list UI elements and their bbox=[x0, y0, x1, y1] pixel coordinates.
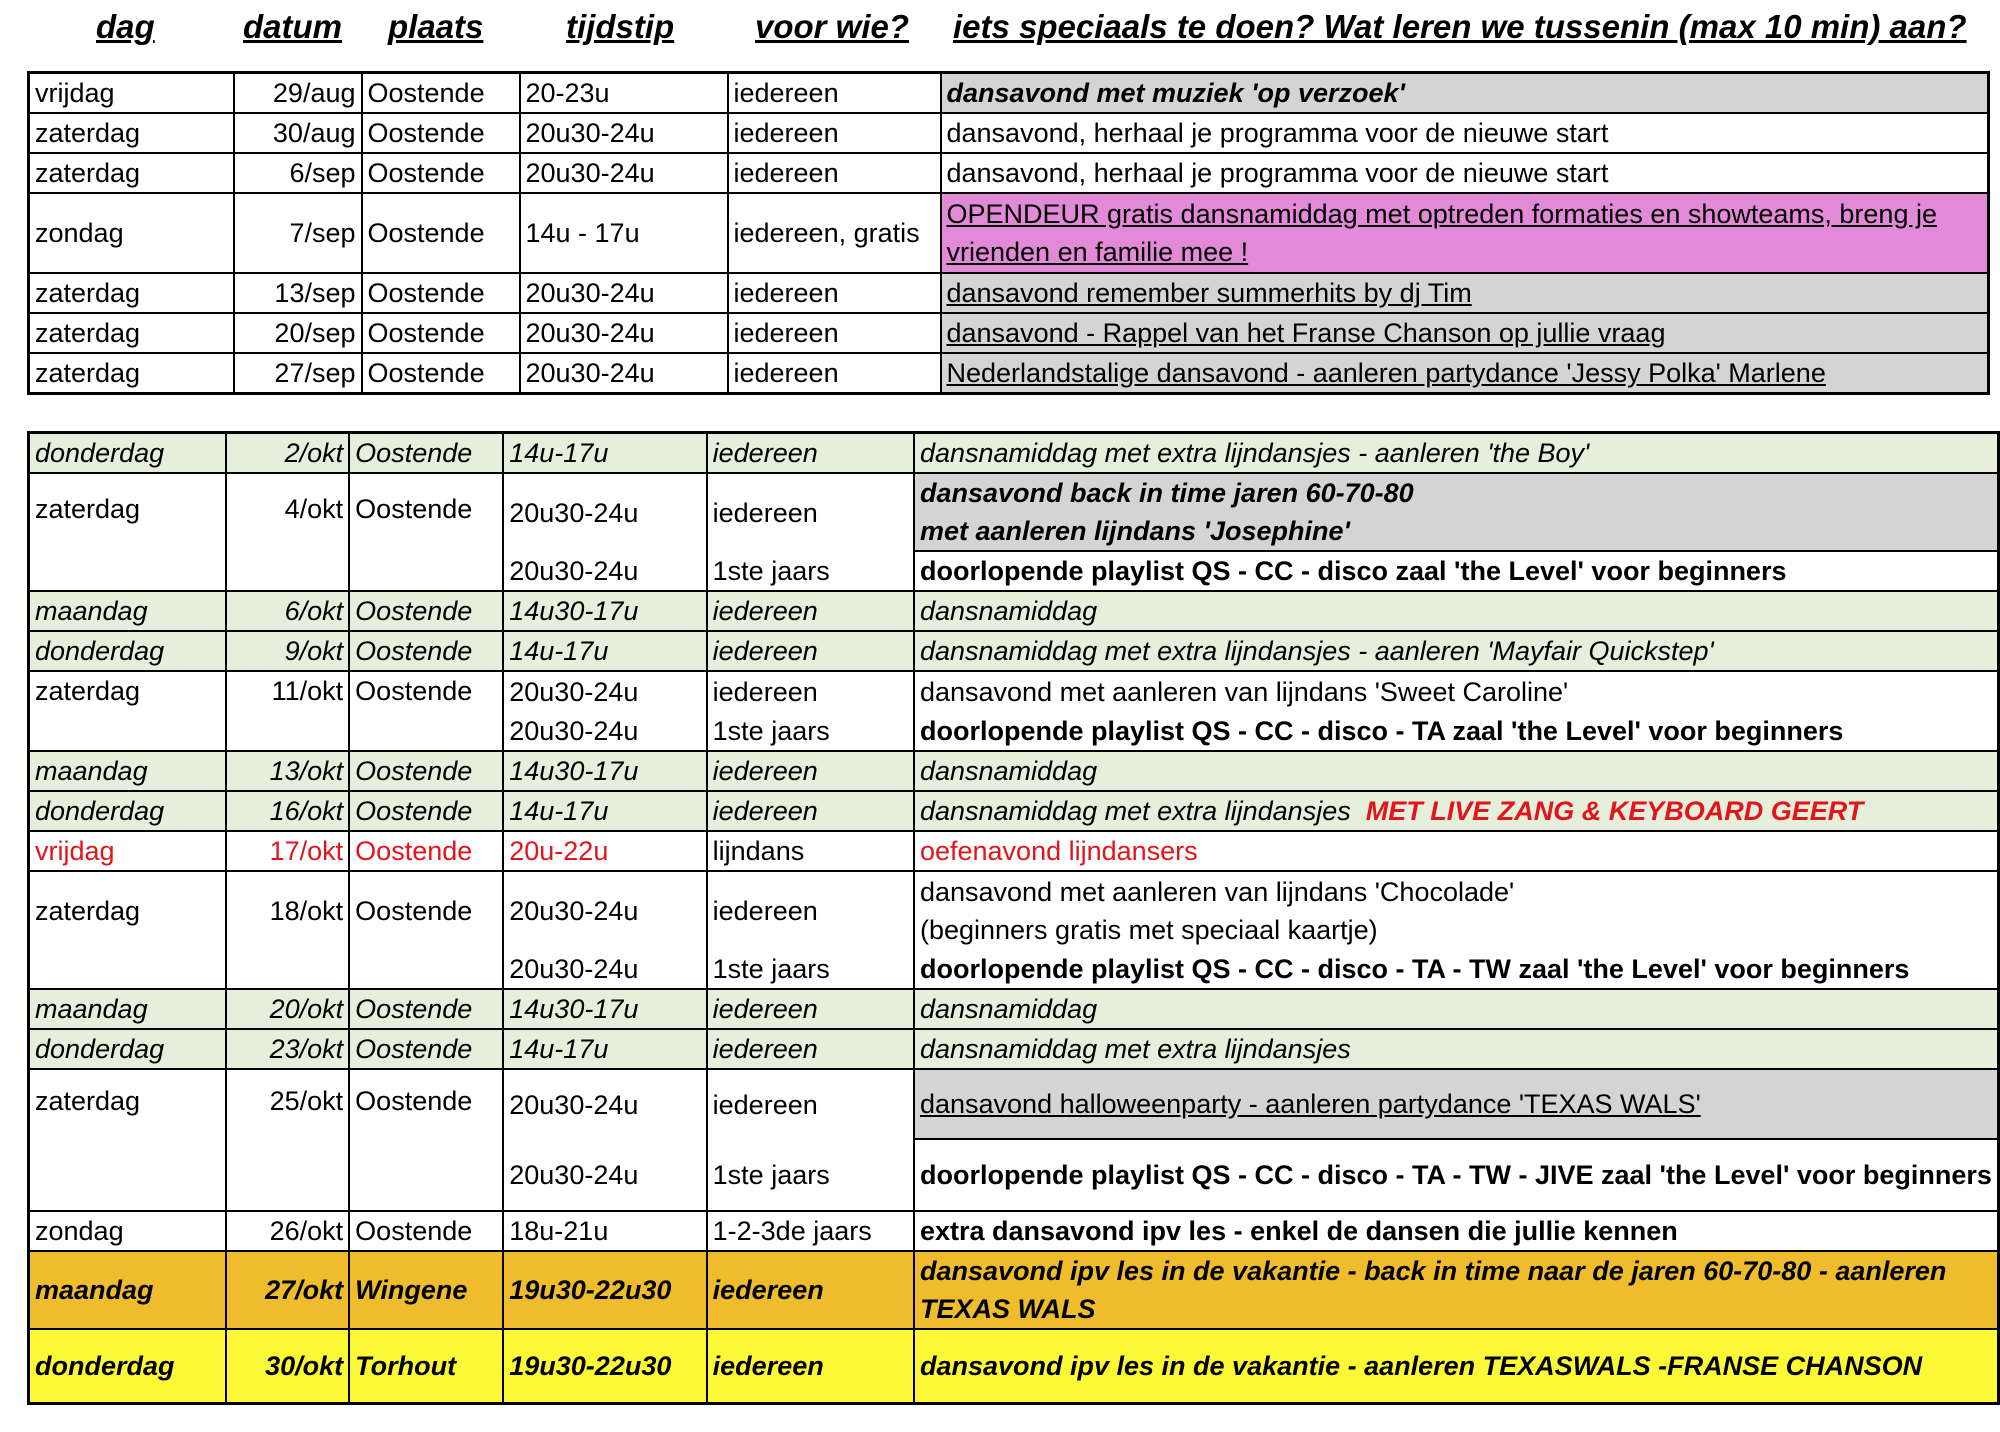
cell-dag: maandag bbox=[29, 989, 227, 1029]
cell-desc: dansnamiddag met extra lijndansjes bbox=[914, 1029, 1999, 1069]
cell-wie: iedereen bbox=[707, 1251, 914, 1329]
cell-wie: iedereen bbox=[707, 473, 914, 551]
cell-desc: oefenavond lijndansers bbox=[914, 831, 1999, 871]
cell-plaats: Oostende bbox=[362, 313, 520, 353]
cell-desc: dansavond met muziek 'op verzoek' bbox=[941, 73, 1989, 114]
cell-datum: 30/aug bbox=[234, 113, 362, 153]
cell-tijd: 14u-17u bbox=[503, 433, 706, 474]
desc-line: dansavond back in time jaren 60-70-80 bbox=[919, 478, 1414, 508]
cell-plaats: Oostende bbox=[349, 831, 503, 871]
cell-datum: 6/sep bbox=[234, 153, 362, 193]
cell-dag: maandag bbox=[29, 751, 227, 791]
cell-tijd: 20u30-24u bbox=[520, 273, 728, 313]
cell-dag: donderdag bbox=[29, 1329, 227, 1403]
table-row bbox=[29, 1069, 1999, 1139]
cell-wie: iedereen bbox=[707, 591, 914, 631]
table-row bbox=[29, 1211, 1999, 1251]
cell-tijd: 14u-17u bbox=[503, 791, 706, 831]
cell-wie: lijndans bbox=[707, 831, 914, 871]
cell-tijd: 20u30-24u bbox=[503, 473, 706, 551]
cell-wie: iedereen bbox=[728, 73, 941, 114]
cell-tijd: 20u30-24u bbox=[520, 313, 728, 353]
table-row bbox=[29, 73, 1989, 114]
cell-tijd: 14u-17u bbox=[503, 631, 706, 671]
desc-line: (beginners gratis met speciaal kaartje) bbox=[919, 914, 1378, 945]
cell-wie: 1ste jaars bbox=[707, 551, 914, 591]
cell-tijd: 14u-17u bbox=[503, 1029, 706, 1069]
cell-wie: iedereen bbox=[728, 153, 941, 193]
cell-datum: 25/okt bbox=[226, 1069, 349, 1211]
cell-desc bbox=[914, 871, 1999, 949]
header-iets-speciaals: iets speciaals te doen? Wat leren we tussenin (max 10 min) aan? bbox=[953, 8, 1967, 45]
cell-datum: 17/okt bbox=[226, 831, 349, 871]
cell-plaats: Oostende bbox=[362, 273, 520, 313]
schedule-table-okt bbox=[27, 431, 2000, 1405]
cell-plaats: Oostende bbox=[349, 1211, 503, 1251]
cell-tijd: 20u-22u bbox=[503, 831, 706, 871]
cell-datum: 20/sep bbox=[234, 313, 362, 353]
table-row bbox=[29, 353, 1989, 394]
cell-datum: 30/okt bbox=[226, 1329, 349, 1403]
cell-dag: donderdag bbox=[29, 433, 227, 474]
desc-line: OPENDEUR gratis dansnamiddag met optreden formaties en showteams, breng je bbox=[946, 199, 1937, 229]
desc-line: met aanleren lijndans 'Josephine' bbox=[919, 516, 1350, 546]
desc-line: dansavond met aanleren van lijndans 'Chocolade' bbox=[919, 876, 1515, 907]
cell-wie: 1ste jaars bbox=[707, 711, 914, 751]
cell-wie: iedereen bbox=[728, 353, 941, 394]
cell-desc: dansavond, herhaal je programma voor de nieuwe start bbox=[941, 153, 1989, 193]
cell-datum: 26/okt bbox=[226, 1211, 349, 1251]
cell-plaats: Oostende bbox=[349, 671, 503, 751]
cell-tijd: 14u - 17u bbox=[520, 193, 728, 273]
cell-plaats: Oostende bbox=[349, 433, 503, 474]
cell-tijd: 20u30-24u bbox=[520, 353, 728, 394]
table-row bbox=[29, 631, 1999, 671]
cell-desc[interactable]: Nederlandstalige dansavond - aanleren partydance 'Jessy Polka' Marlene bbox=[941, 353, 1989, 394]
cell-tijd: 20u30-24u bbox=[503, 711, 706, 751]
cell-desc bbox=[914, 1251, 1999, 1329]
cell-wie: iedereen bbox=[707, 989, 914, 1029]
cell-plaats: Oostende bbox=[362, 353, 520, 394]
cell-desc: extra dansavond ipv les - enkel de dansen die jullie kennen bbox=[914, 1211, 1999, 1251]
cell-dag: zaterdag bbox=[29, 113, 234, 153]
cell-plaats: Oostende bbox=[349, 1069, 503, 1211]
cell-datum: 4/okt bbox=[226, 473, 349, 591]
cell-tijd: 20u30-24u bbox=[503, 949, 706, 989]
cell-datum: 29/aug bbox=[234, 73, 362, 114]
cell-datum: 27/okt bbox=[226, 1251, 349, 1329]
header-plaats: plaats bbox=[388, 8, 484, 45]
cell-tijd: 19u30-22u30 bbox=[503, 1329, 706, 1403]
cell-datum: 16/okt bbox=[226, 791, 349, 831]
header-dag: dag bbox=[96, 8, 155, 45]
cell-plaats: Oostende bbox=[349, 871, 503, 989]
cell-datum: 18/okt bbox=[226, 871, 349, 989]
table-row bbox=[29, 751, 1999, 791]
cell-desc: doorlopende playlist QS - CC - disco - TA - TW zaal 'the Level' voor beginners bbox=[914, 949, 1999, 989]
cell-wie: iedereen bbox=[707, 1069, 914, 1139]
cell-plaats: Oostende bbox=[362, 153, 520, 193]
table-row bbox=[29, 791, 1999, 831]
cell-plaats: Oostende bbox=[349, 631, 503, 671]
cell-datum: 20/okt bbox=[226, 989, 349, 1029]
cell-datum: 27/sep bbox=[234, 353, 362, 394]
cell-desc: dansavond ipv les in de vakantie - aanleren TEXASWALS -FRANSE CHANSON bbox=[914, 1329, 1999, 1403]
cell-datum: 9/okt bbox=[226, 631, 349, 671]
cell-dag: zaterdag bbox=[29, 671, 227, 751]
table-row bbox=[29, 1251, 1999, 1329]
cell-datum: 23/okt bbox=[226, 1029, 349, 1069]
cell-plaats: Oostende bbox=[362, 113, 520, 153]
cell-wie: 1ste jaars bbox=[707, 949, 914, 989]
cell-dag: zaterdag bbox=[29, 273, 234, 313]
cell-desc[interactable]: dansavond - Rappel van het Franse Chanson op jullie vraag bbox=[941, 313, 1989, 353]
cell-datum: 13/sep bbox=[234, 273, 362, 313]
cell-desc bbox=[914, 791, 1999, 831]
cell-tijd: 20u30-24u bbox=[503, 871, 706, 949]
desc-line: dansavond ipv les in de vakantie - back in time naar de jaren 60-70-80 - aanleren bbox=[919, 1256, 1947, 1286]
cell-tijd: 20u30-24u bbox=[503, 1069, 706, 1139]
cell-dag: zaterdag bbox=[29, 313, 234, 353]
cell-datum: 7/sep bbox=[234, 193, 362, 273]
cell-desc: dansnamiddag bbox=[914, 989, 1999, 1029]
cell-datum: 13/okt bbox=[226, 751, 349, 791]
cell-tijd: 20u30-24u bbox=[503, 671, 706, 711]
cell-plaats: Oostende bbox=[349, 1029, 503, 1069]
cell-desc: dansavond, herhaal je programma voor de nieuwe start bbox=[941, 113, 1989, 153]
cell-dag: donderdag bbox=[29, 791, 227, 831]
cell-wie: 1ste jaars bbox=[707, 1139, 914, 1211]
desc-text: dansnamiddag met extra lijndansjes bbox=[919, 796, 1351, 826]
cell-tijd: 18u-21u bbox=[503, 1211, 706, 1251]
cell-datum: 2/okt bbox=[226, 433, 349, 474]
table-row bbox=[29, 871, 1999, 949]
column-header-row bbox=[0, 0, 2000, 60]
cell-desc: dansnamiddag met extra lijndansjes - aanleren 'the Boy' bbox=[914, 433, 1999, 474]
desc-line: TEXAS WALS bbox=[919, 1294, 1096, 1324]
cell-tijd: 14u30-17u bbox=[503, 591, 706, 631]
cell-desc: doorlopende playlist QS - CC - disco - TA - TW - JIVE zaal 'the Level' voor beginners bbox=[914, 1139, 1999, 1211]
table-row bbox=[29, 1029, 1999, 1069]
cell-tijd: 20u30-24u bbox=[503, 551, 706, 591]
cell-dag: maandag bbox=[29, 1251, 227, 1329]
cell-desc[interactable]: dansavond halloweenparty - aanleren partydance 'TEXAS WALS' bbox=[914, 1069, 1999, 1139]
cell-wie: iedereen bbox=[707, 1029, 914, 1069]
cell-wie: iedereen bbox=[707, 751, 914, 791]
cell-plaats: Oostende bbox=[362, 73, 520, 114]
cell-plaats: Oostende bbox=[349, 591, 503, 631]
cell-desc: dansnamiddag bbox=[914, 751, 1999, 791]
cell-dag: zaterdag bbox=[29, 1069, 227, 1211]
cell-dag: donderdag bbox=[29, 631, 227, 671]
table-row bbox=[29, 153, 1989, 193]
header-datum: datum bbox=[243, 8, 342, 45]
cell-tijd: 20-23u bbox=[520, 73, 728, 114]
cell-plaats: Oostende bbox=[349, 473, 503, 591]
schedule-table-aug-sep bbox=[27, 71, 1990, 395]
cell-wie: iedereen bbox=[728, 273, 941, 313]
cell-wie: iedereen bbox=[707, 671, 914, 711]
live-music-note: MET LIVE ZANG & KEYBOARD GEERT bbox=[1365, 796, 1864, 826]
desc-line: vrienden en familie mee ! bbox=[946, 237, 1249, 267]
cell-plaats: Oostende bbox=[349, 791, 503, 831]
cell-tijd: 20u30-24u bbox=[520, 153, 728, 193]
cell-dag: zondag bbox=[29, 1211, 227, 1251]
cell-plaats: Oostende bbox=[349, 989, 503, 1029]
cell-wie: iedereen bbox=[707, 791, 914, 831]
cell-wie: iedereen bbox=[728, 313, 941, 353]
header-tijdstip: tijdstip bbox=[566, 8, 675, 45]
cell-desc bbox=[914, 473, 1999, 551]
cell-dag: maandag bbox=[29, 591, 227, 631]
cell-tijd: 20u30-24u bbox=[503, 1139, 706, 1211]
cell-wie: iedereen bbox=[728, 113, 941, 153]
cell-wie: iedereen bbox=[707, 631, 914, 671]
cell-tijd: 19u30-22u30 bbox=[503, 1251, 706, 1329]
header-voor-wie: voor wie? bbox=[755, 8, 910, 45]
table-row bbox=[29, 989, 1999, 1029]
table-row bbox=[29, 1329, 1999, 1403]
cell-wie: iedereen bbox=[707, 1329, 914, 1403]
cell-desc: dansnamiddag met extra lijndansjes - aanleren 'Mayfair Quickstep' bbox=[914, 631, 1999, 671]
cell-tijd: 14u30-17u bbox=[503, 989, 706, 1029]
cell-dag: zondag bbox=[29, 193, 234, 273]
cell-desc[interactable] bbox=[941, 193, 1989, 273]
table-row bbox=[29, 473, 1999, 551]
cell-dag: donderdag bbox=[29, 1029, 227, 1069]
cell-plaats: Oostende bbox=[362, 193, 520, 273]
cell-dag: zaterdag bbox=[29, 153, 234, 193]
cell-dag: zaterdag bbox=[29, 353, 234, 394]
cell-desc: doorlopende playlist QS - CC - disco zaal 'the Level' voor beginners bbox=[914, 551, 1999, 591]
table-row bbox=[29, 831, 1999, 871]
cell-wie: iedereen bbox=[707, 871, 914, 949]
cell-tijd: 20u30-24u bbox=[520, 113, 728, 153]
table-row bbox=[29, 433, 1999, 474]
cell-plaats: Oostende bbox=[349, 751, 503, 791]
table-row bbox=[29, 193, 1989, 273]
cell-dag: zaterdag bbox=[29, 871, 227, 989]
cell-datum: 6/okt bbox=[226, 591, 349, 631]
cell-desc: doorlopende playlist QS - CC - disco - TA zaal 'the Level' voor beginners bbox=[914, 711, 1999, 751]
cell-desc[interactable]: dansavond remember summerhits by dj Tim bbox=[941, 273, 1989, 313]
cell-desc: dansnamiddag bbox=[914, 591, 1999, 631]
cell-dag: vrijdag bbox=[29, 831, 227, 871]
cell-datum: 11/okt bbox=[226, 671, 349, 751]
table-row bbox=[29, 671, 1999, 711]
cell-plaats: Wingene bbox=[349, 1251, 503, 1329]
cell-plaats: Torhout bbox=[349, 1329, 503, 1403]
cell-wie: iedereen bbox=[707, 433, 914, 474]
table-row bbox=[29, 113, 1989, 153]
table-row bbox=[29, 591, 1999, 631]
table-row bbox=[29, 313, 1989, 353]
cell-wie: 1-2-3de jaars bbox=[707, 1211, 914, 1251]
cell-dag: zaterdag bbox=[29, 473, 227, 591]
cell-dag: vrijdag bbox=[29, 73, 234, 114]
table-row bbox=[29, 273, 1989, 313]
cell-tijd: 14u30-17u bbox=[503, 751, 706, 791]
cell-wie: iedereen, gratis bbox=[728, 193, 941, 273]
cell-desc: dansavond met aanleren van lijndans 'Sweet Caroline' bbox=[914, 671, 1999, 711]
